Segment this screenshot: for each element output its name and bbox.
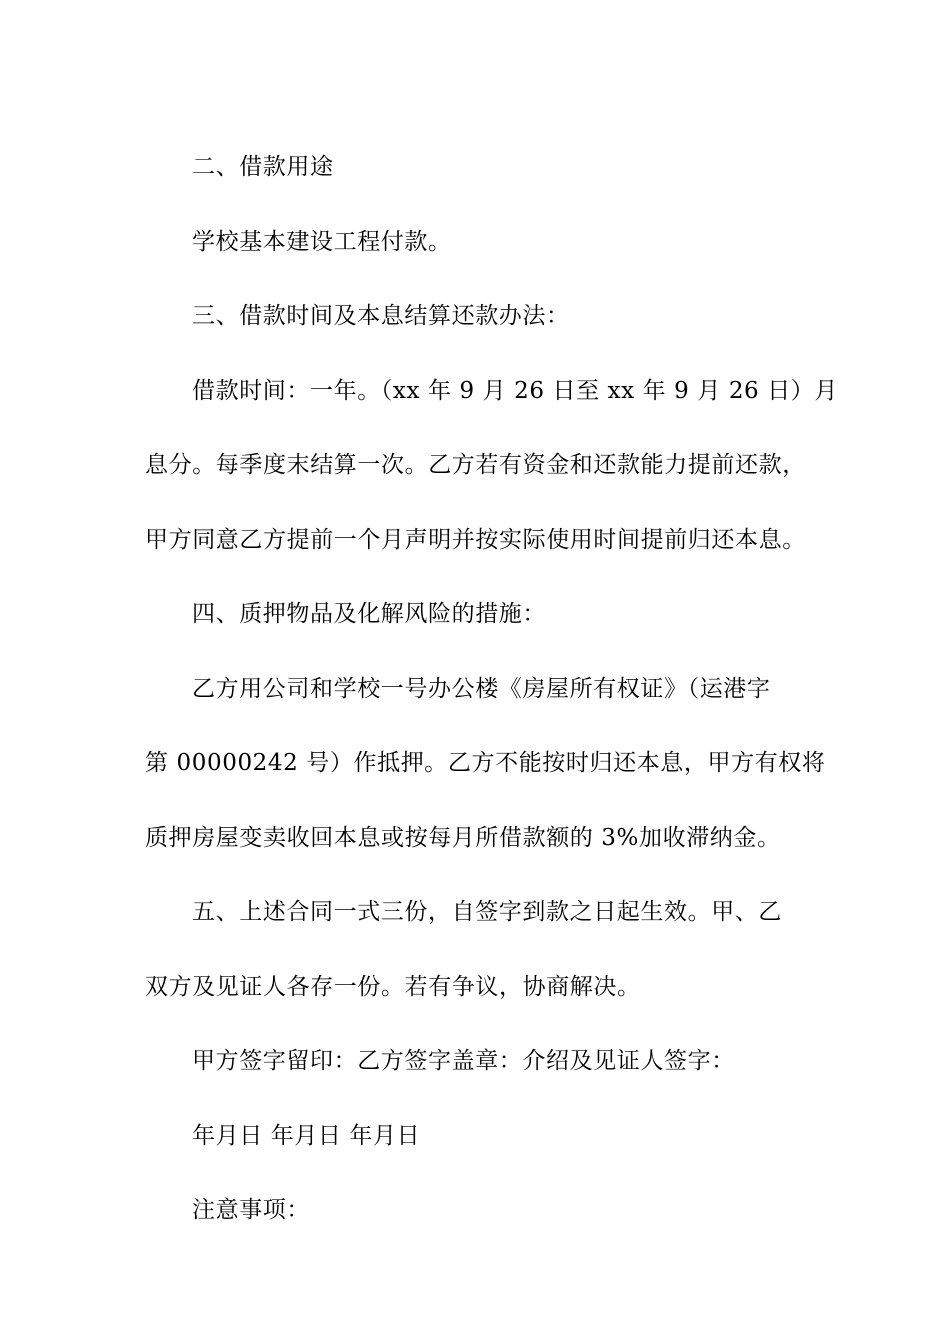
section-heading-collateral: 四、质押物品及化解风险的措施： <box>192 601 546 627</box>
paragraph-line: 质押房屋变卖收回本息或按每月所借款额的 3%加收滞纳金。 <box>145 824 781 851</box>
signature-line: 甲方签字留印：乙方签字盖章：介绍及见证人签字： <box>192 1048 735 1074</box>
paragraph-loan-purpose: 学校基本建设工程付款。 <box>192 228 452 255</box>
paragraph-line: 五、上述合同一式三份，自签字到款之日起生效。甲、乙 <box>192 899 782 925</box>
section-heading-repayment: 三、借款时间及本息结算还款办法： <box>192 303 570 329</box>
section-heading-notes: 注意事项： <box>192 1197 310 1223</box>
document-body <box>145 130 839 1248</box>
paragraph-line: 息分。每季度末结算一次。乙方若有资金和还款能力提前还款， <box>145 452 806 478</box>
paragraph-line: 乙方用公司和学校一号办公楼《房屋所有权证》（运港字 <box>192 675 771 702</box>
paragraph-line: 双方及见证人各存一份。若有争议，协商解决。 <box>145 973 641 1000</box>
date-line: 年月日 年月日 年月日 <box>192 1122 421 1149</box>
paragraph-line: 甲方同意乙方提前一个月声明并按实际使用时间提前归还本息。 <box>145 526 806 553</box>
paragraph-line: 借款时间：一年。（xx 年 9 月 26 日至 xx 年 9 月 26 日）月 <box>192 377 839 404</box>
section-heading-loan-purpose: 二、借款用途 <box>192 154 334 180</box>
paragraph-line: 第 00000242 号）作抵押。乙方不能按时归还本息，甲方有权将 <box>145 750 826 776</box>
